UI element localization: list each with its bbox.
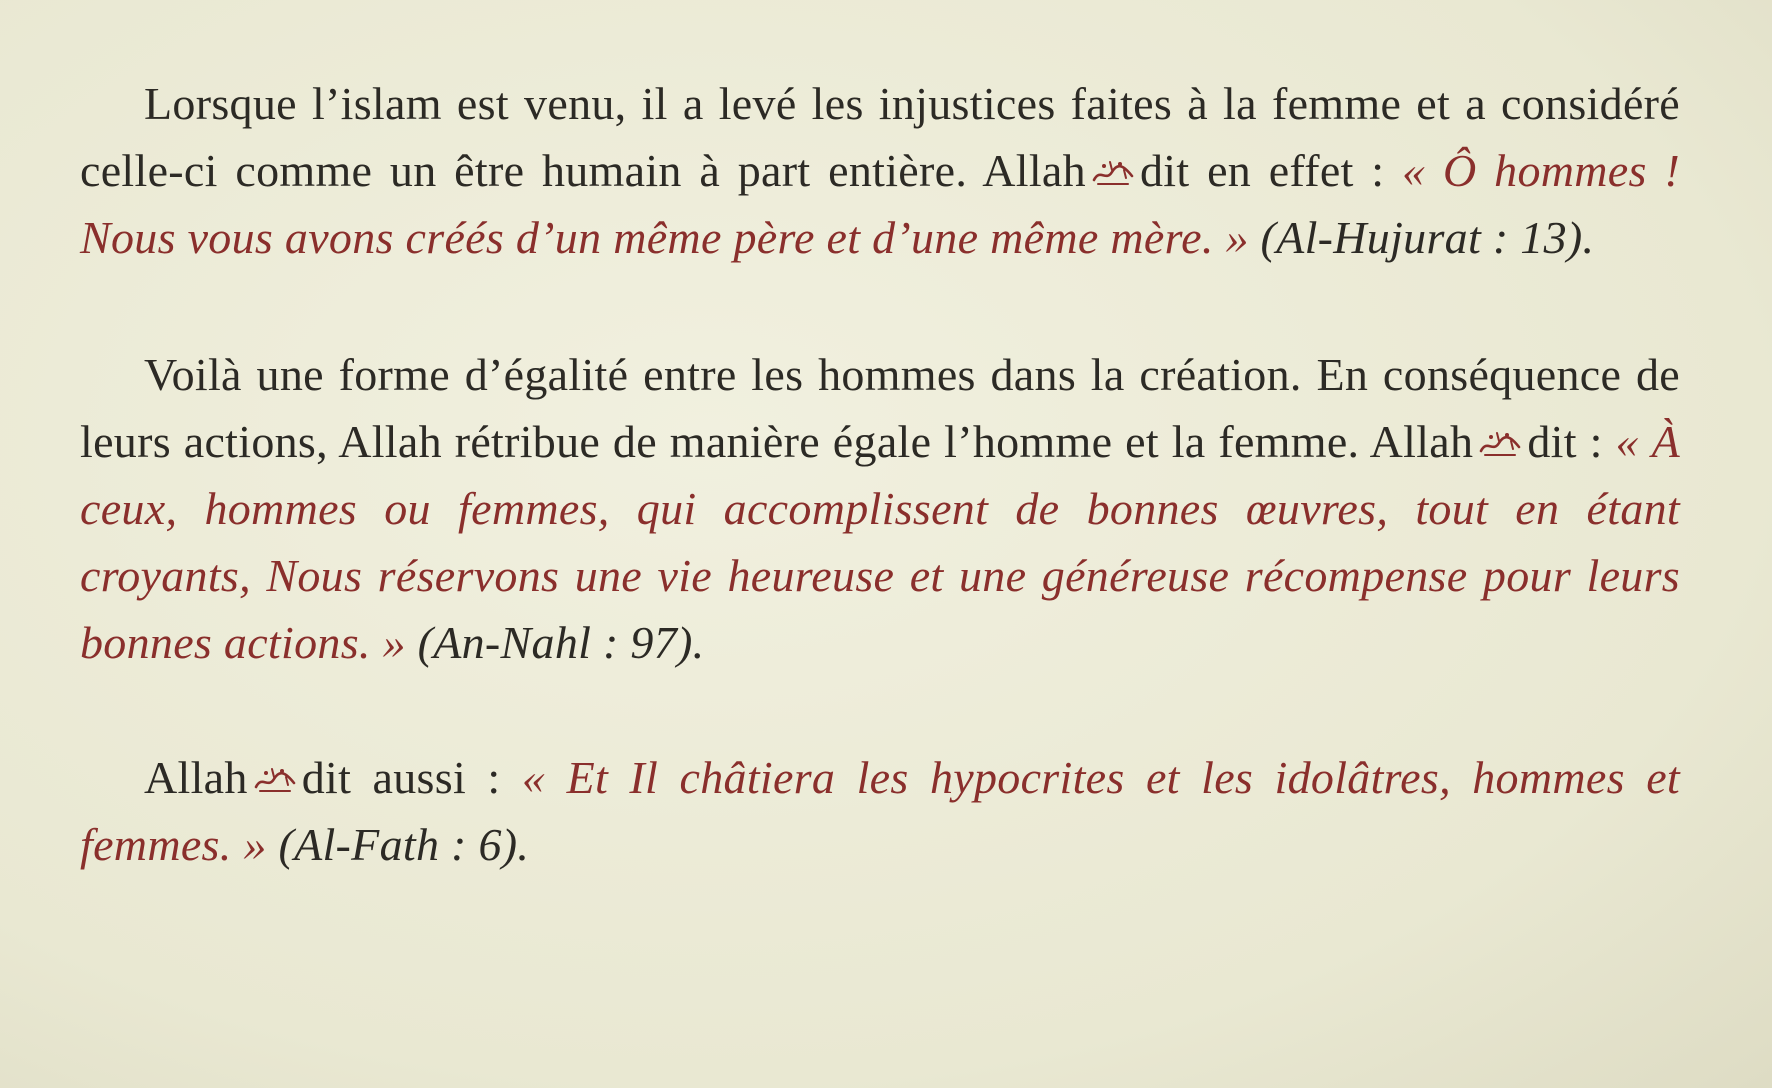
book-page: [80, 70, 1680, 878]
quran-quote-3: « Et Il châtiera les hypocrites et les idolâtres, hommes et femmes. »: [80, 752, 1680, 870]
paragraph-1-text-after: dit en effet :: [1139, 145, 1403, 196]
arabic-honorific-glyph-icon: [1090, 158, 1136, 188]
paragraph-3-text: Allah: [144, 752, 248, 803]
paragraph-2: [80, 341, 1680, 676]
paragraph-2-text: Voilà une forme d’égalité entre les hommes dans la création. En conséquence de leurs actions, Allah rétribue de manière égale l’homme et la femme. Allah: [80, 349, 1680, 467]
arabic-honorific-glyph-icon: [1477, 429, 1523, 459]
quran-reference-1: (Al-Hujurat : 13).: [1248, 212, 1595, 263]
quran-quote-2: « À ceux, hommes ou femmes, qui accomplissent de bonnes œuvres, tout en étant croyants, Nous réservons une vie heureuse et une généreuse récompense pour leurs bonnes actions. »: [80, 416, 1680, 668]
quran-reference-3: (Al-Fath : 6).: [266, 819, 530, 870]
paragraph-1-text: Lorsque l’islam est venu, il a levé les injustices faites à la femme et a considéré celle-ci comme un être humain à part entière. Allah: [80, 78, 1680, 196]
paragraph-3: [80, 744, 1680, 878]
paragraph-3-text-after: dit aussi :: [301, 752, 522, 803]
quran-quote-1: « Ô hommes ! Nous vous avons créés d’un même père et d’une même mère. »: [80, 145, 1680, 263]
arabic-honorific-glyph-icon: [252, 765, 298, 795]
paragraph-2-text-after: dit :: [1527, 416, 1616, 467]
paragraph-1: [80, 70, 1680, 271]
quran-reference-2: (An-Nahl : 97).: [405, 617, 705, 668]
